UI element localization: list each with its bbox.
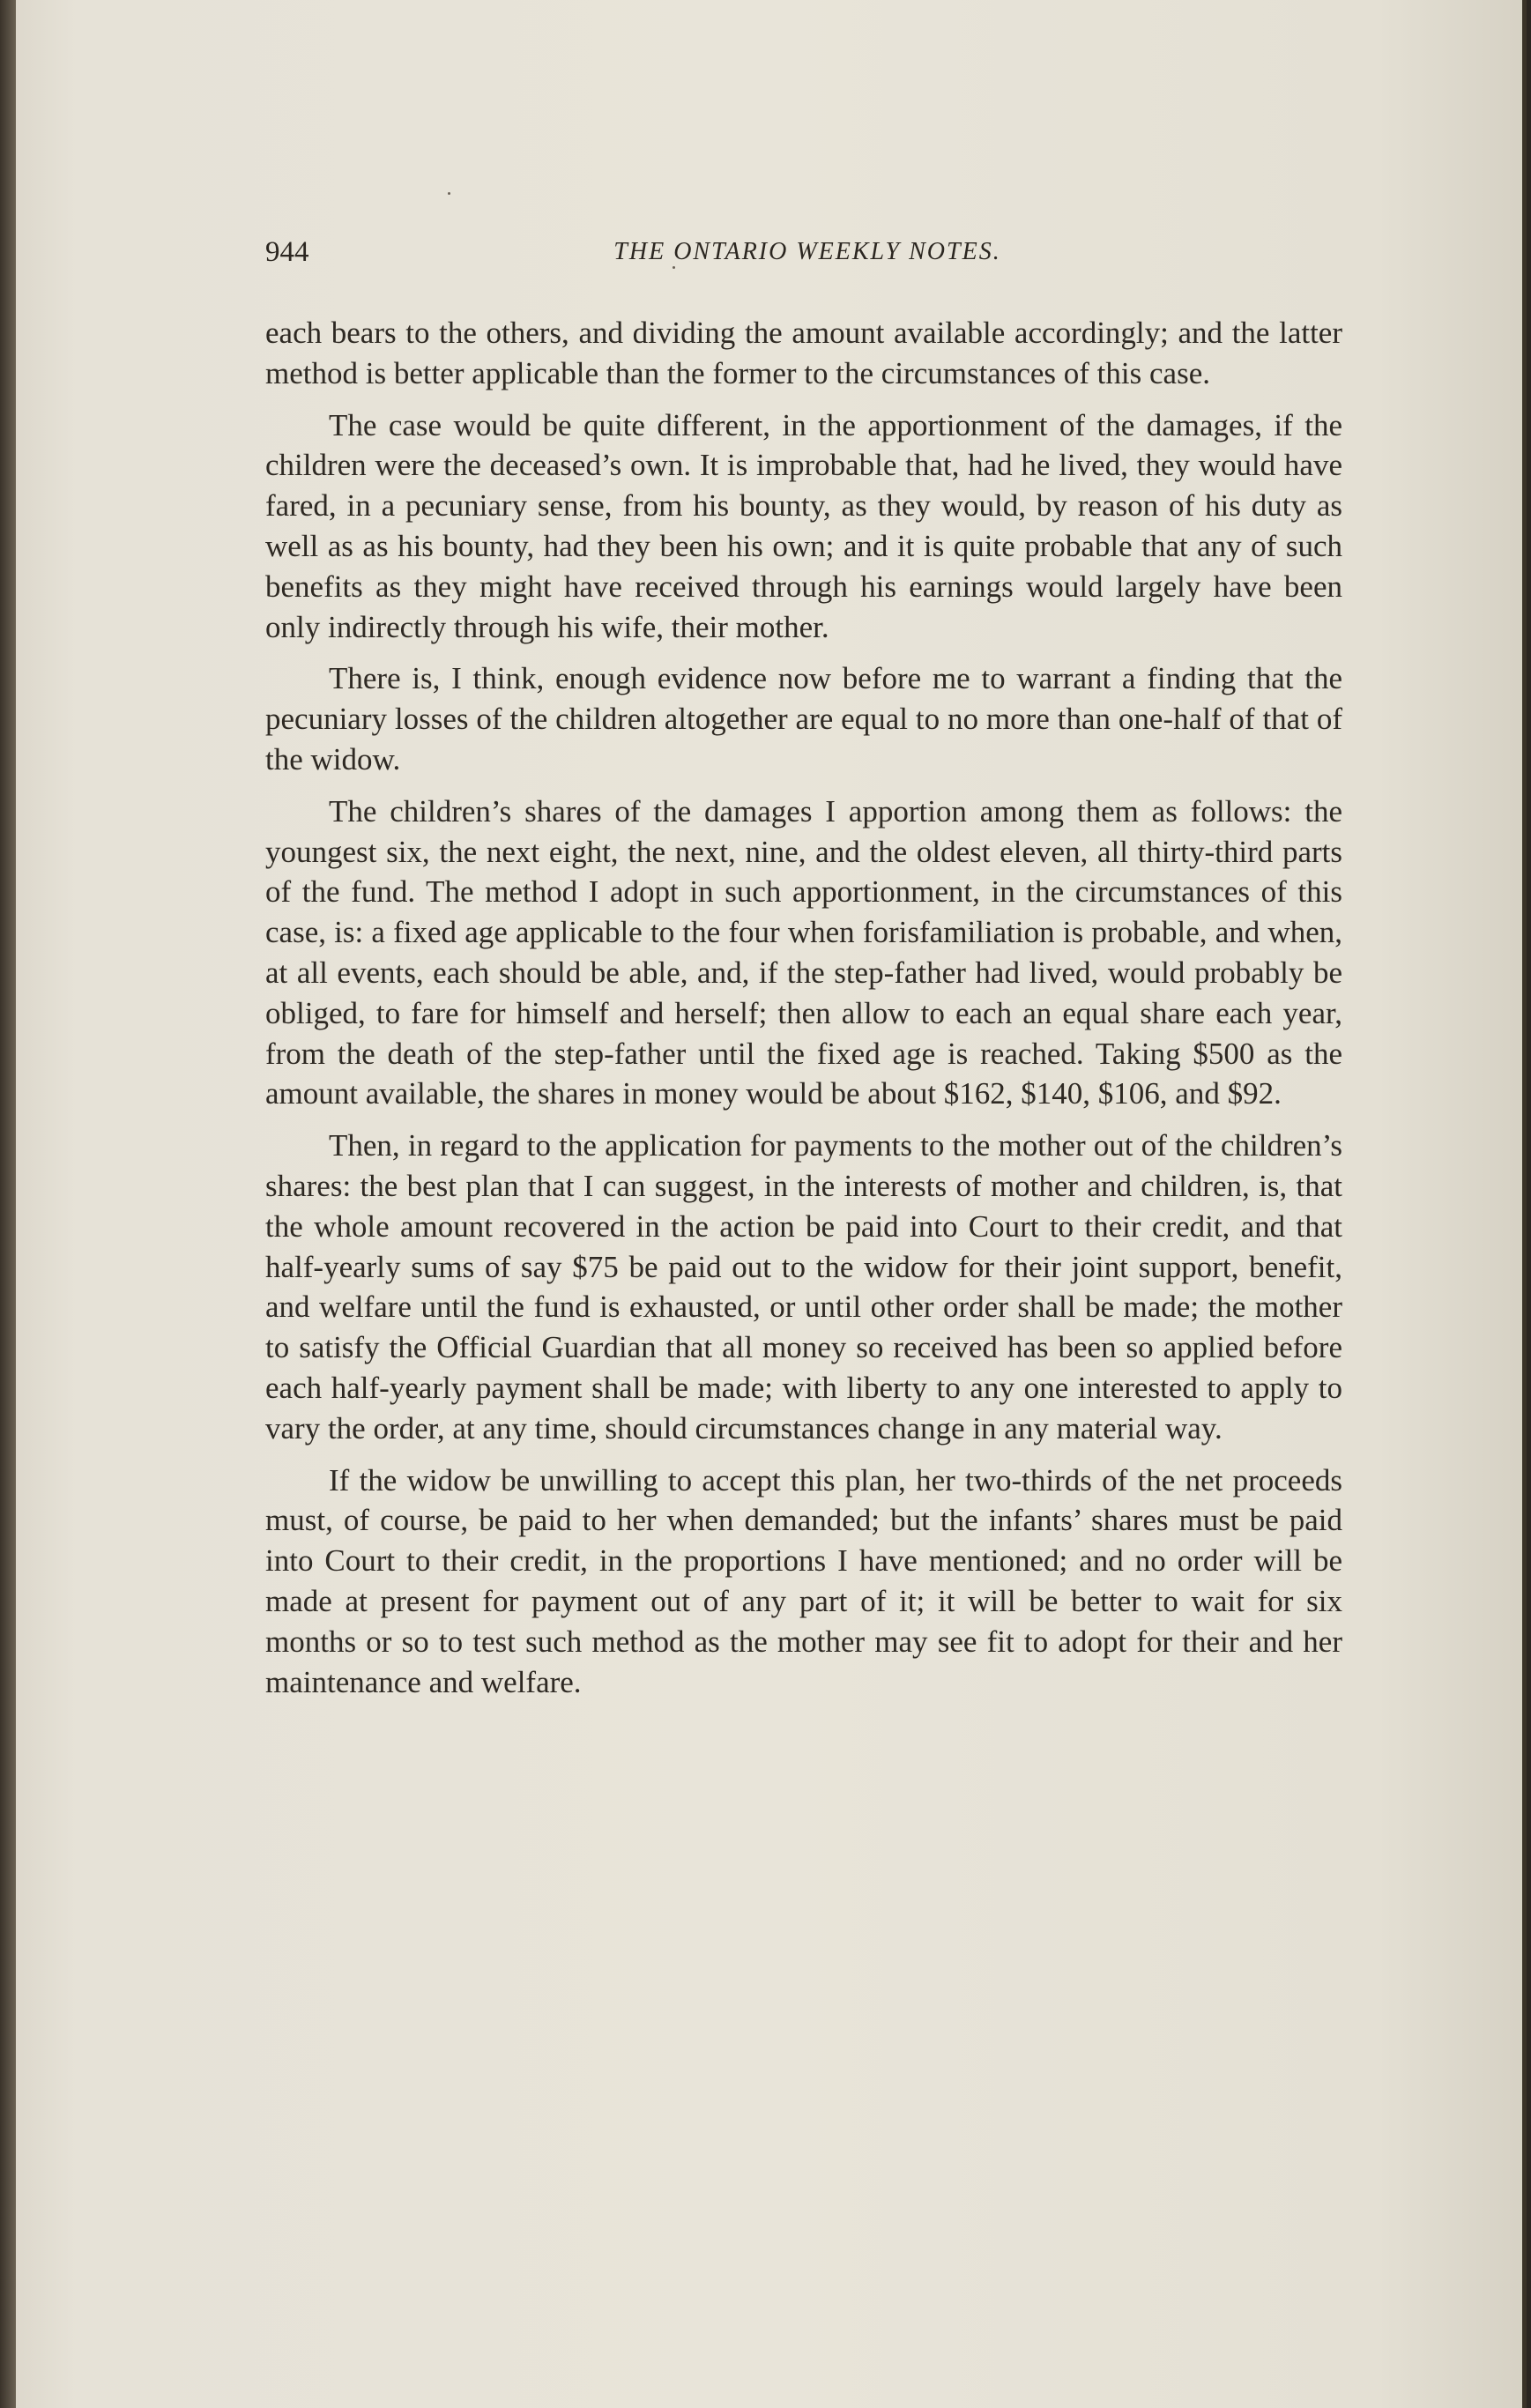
- paragraph-6: If the widow be unwilling to accept this plan, her two-thirds of the net proceeds must, of course, be paid to her when demanded; but the infants’ shares must be paid into Court to their credit, in the proportions I have mentioned; and no order will be made at present for payment out of any part of it; it will be better to wait for six months or so to test such method as the mother may see fit to adopt for their and her maintenance and welfare.: [265, 1462, 1342, 1699]
- book-spine-shadow: [0, 0, 16, 2408]
- page-header: [265, 236, 1349, 280]
- running-head: THE ONTARIO WEEKLY NOTES.: [613, 238, 1001, 265]
- paragraph-2: The case would be quite different, in the apportionment of the damages, if the children were the deceased’s own. It is improbable that, had he lived, they would have fared, in a pecuniary sense, from his bounty, as they would, by reason of his duty as well as as his bounty, had they been his own; and it is quite probable that any of such benefits as they might have received through his earnings would largely have been only indirectly through his wife, their mother.: [265, 407, 1342, 644]
- paragraph-3: There is, I think, enough evidence now before me to warrant a finding that the pecuniary losses of the children altogether are equal to no more than one-half of that of the widow.: [265, 661, 1342, 777]
- page-number: 944: [265, 236, 309, 268]
- body-text: [265, 313, 1342, 1713]
- paragraph-1: each bears to the others, and dividing the amount available accordingly; and the latter method is better applicable than the former to the circumstances of this case.: [265, 316, 1342, 390]
- paper-speck: [448, 192, 450, 195]
- paragraph-4: The children’s shares of the damages I apportion among them as follows: the youngest six, the next eight, the next, nine, and the oldest eleven, all thirty-third parts of the fund. The method I adopt in such apportionment, in the circumstances of this case, is: a fixed age applicable to the four when forisfamiliation is probable, and when, at all events, each should be able, and, if the step-father had lived, would probably be obliged, to fare for himself and herself; then allow to each an equal share each year, from the death of the step-father until the fixed age is reached. Taking $500 as the amount available, the shares in money would be about $162, $140, $106, and $92.: [265, 793, 1342, 1111]
- book-page: [16, 0, 1527, 2408]
- page-edge-shadow: [1522, 0, 1527, 2408]
- paragraph-5: Then, in regard to the application for payments to the mother out of the children’s shares: the best plan that I can suggest, in the interests of mother and children, is, that the whole amount recovered in the action be paid into Court to their credit, and that half-yearly sums of say $75 be paid out to the widow for their joint support, benefit, and welfare until the fund is exhausted, or until other order shall be made; the mother to satisfy the Official Guardian that all money so received has been so applied before each half-yearly payment shall be made; with liberty to any one interested to apply to vary the order, at any time, should circumstances change in any material way.: [265, 1128, 1342, 1446]
